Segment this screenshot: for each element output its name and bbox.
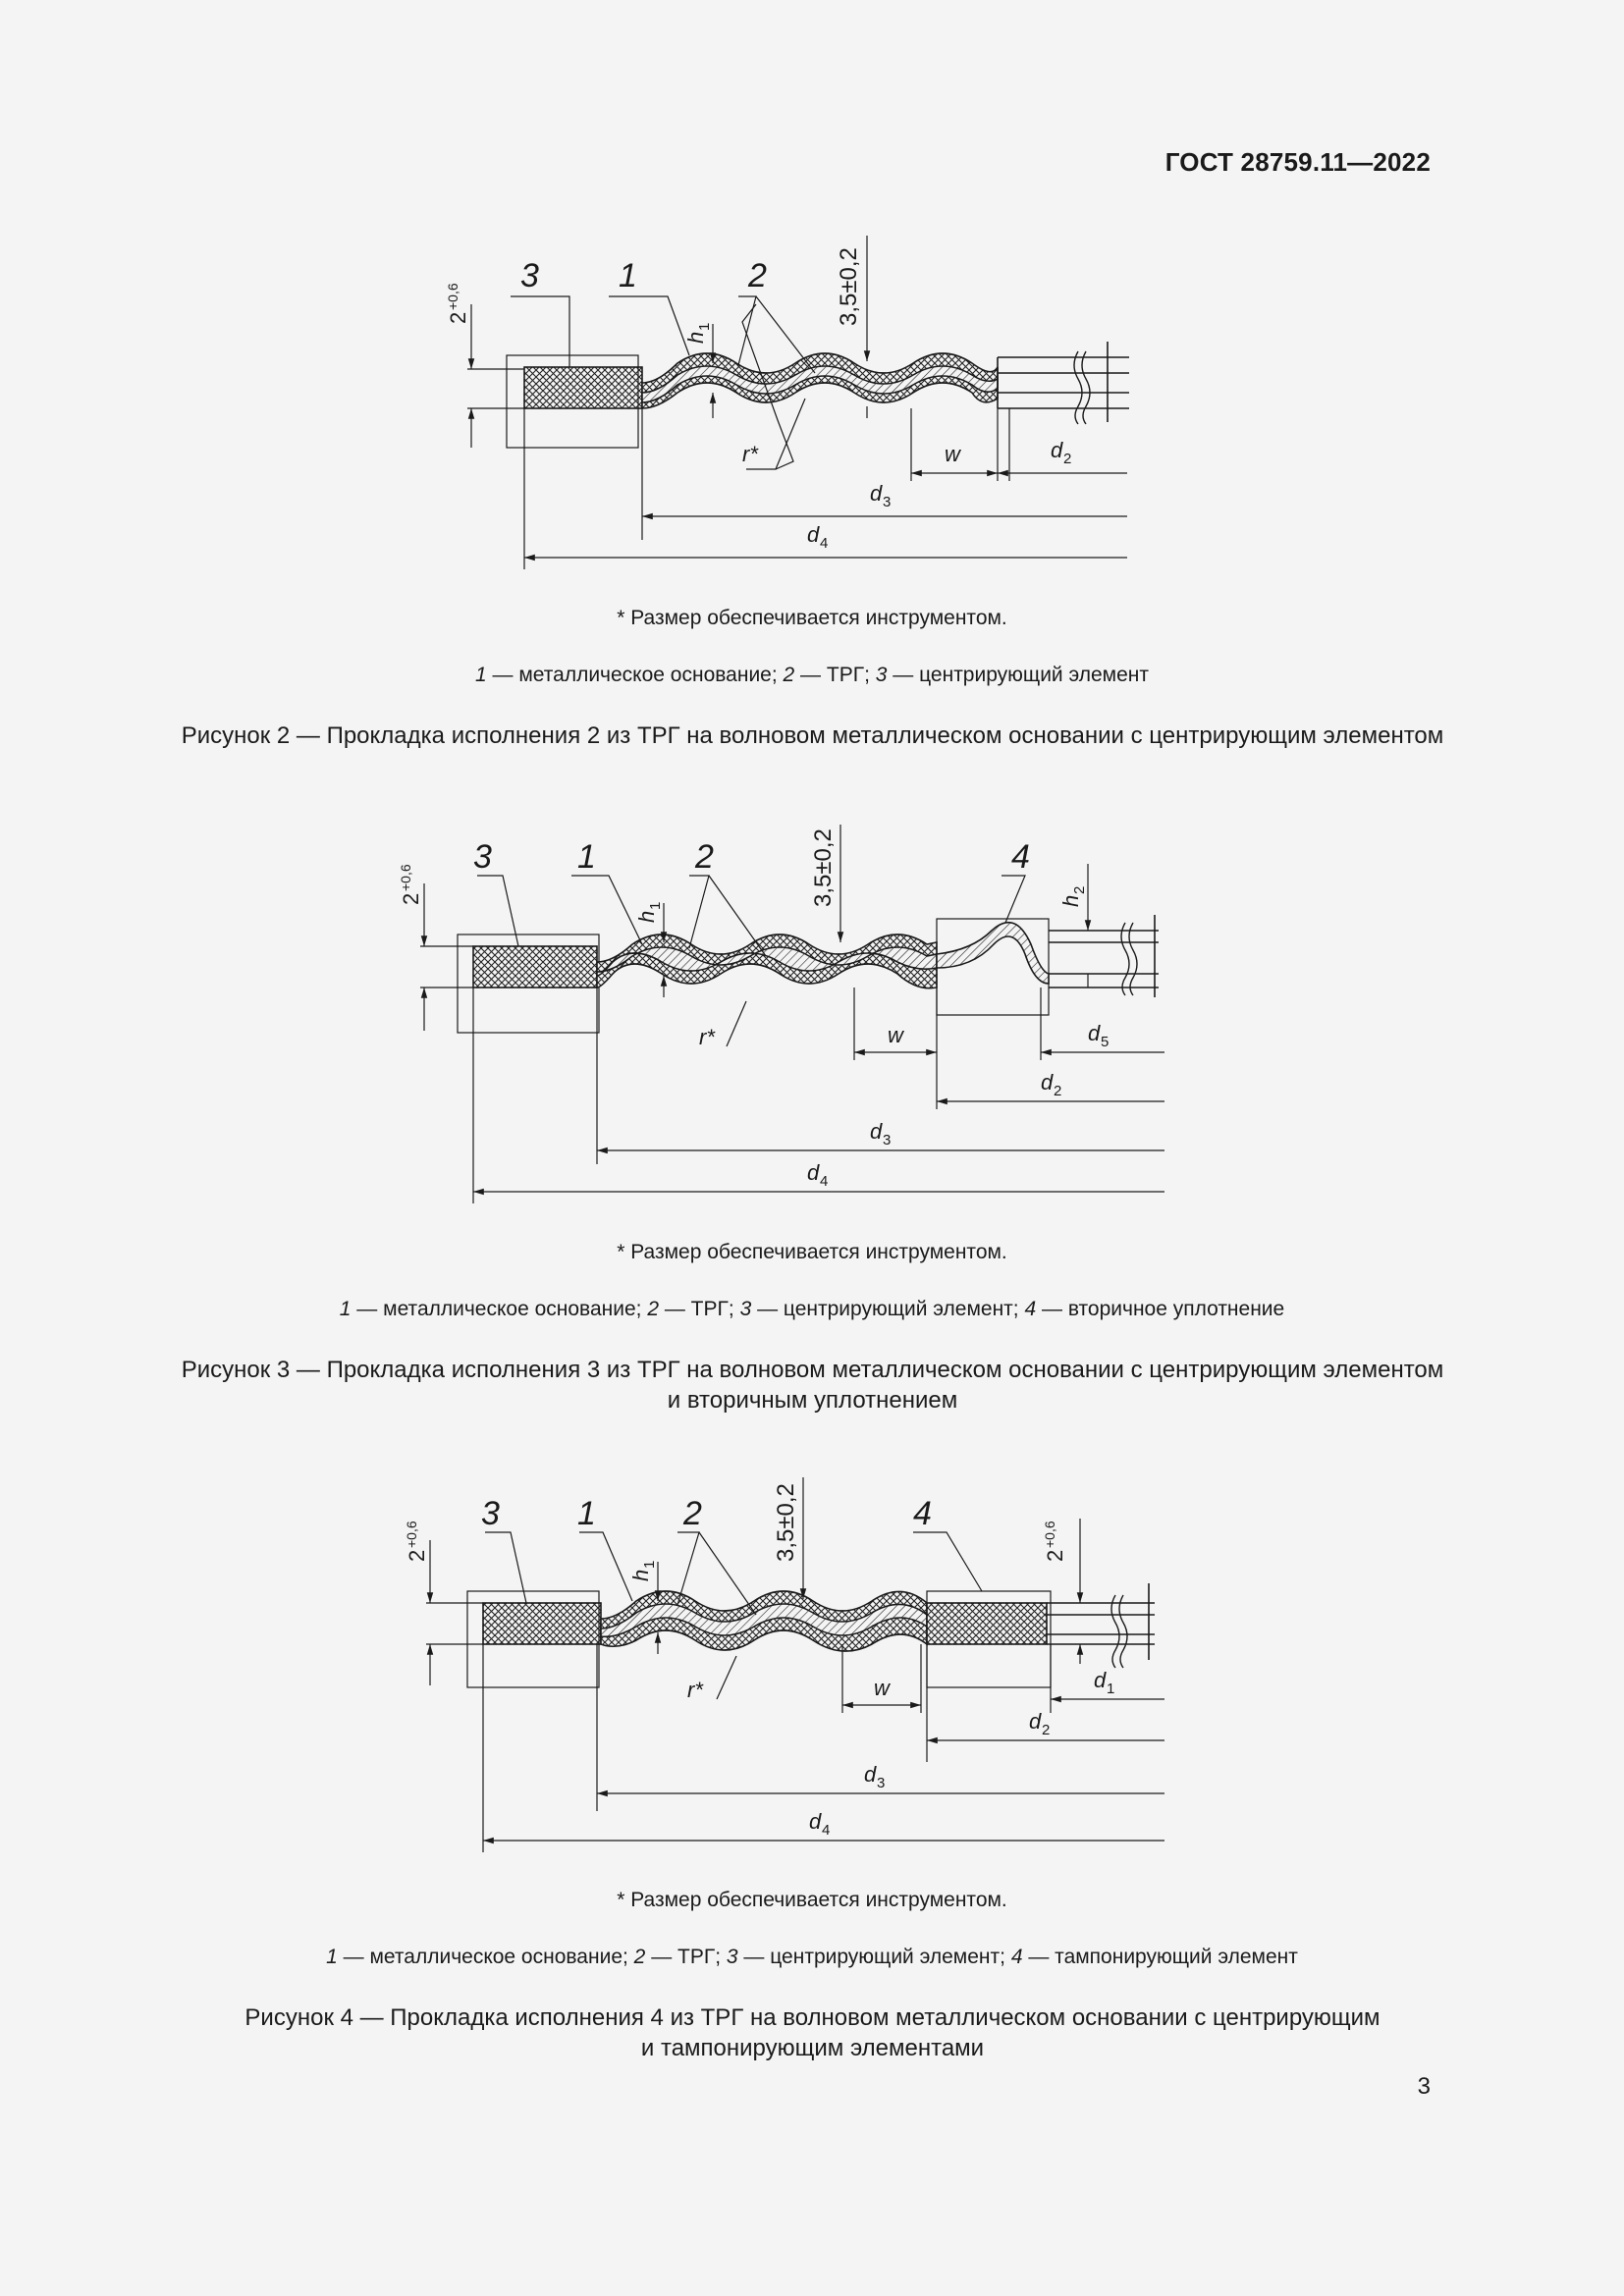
position-2-label: 2 — [748, 257, 767, 294]
height-dim-value-right: 2 — [1043, 1549, 1067, 1562]
wave-graphite — [597, 934, 937, 988]
w-label: w — [888, 1023, 903, 1047]
secondary-seal-wave — [937, 923, 1049, 984]
legend-text: — центрирующий элемент; — [737, 1946, 1011, 1968]
position-1-label: 1 — [577, 838, 596, 876]
legend-num: 1 — [326, 1946, 338, 1968]
figure-4-legend — [0, 1946, 1624, 1969]
position-1-label: 1 — [577, 1495, 596, 1532]
d3-subscript: 3 — [883, 494, 892, 510]
h1-label: h — [628, 1569, 653, 1581]
figure-2-drawing — [0, 226, 1624, 579]
d2-label: d — [1051, 438, 1063, 462]
legend-text: — ТРГ; — [659, 1298, 740, 1320]
d3-label: d — [870, 1119, 883, 1144]
h1-subscript: 1 — [641, 1560, 658, 1569]
legend-text: — центрирующий элемент — [887, 664, 1150, 686]
legend-num: 2 — [633, 1946, 646, 1968]
d2-label: d — [1029, 1709, 1042, 1734]
height-dim-value: 2 — [405, 1549, 429, 1562]
r-label: r* — [742, 442, 758, 466]
centering-element — [473, 946, 597, 988]
d4-subscript: 4 — [820, 1173, 829, 1190]
legend-num: 1 — [339, 1298, 352, 1320]
d2-subscript: 2 — [1042, 1722, 1051, 1738]
legend-text: — металлическое основание; — [486, 664, 784, 686]
centering-element — [524, 367, 642, 408]
legend-num: 4 — [1024, 1298, 1037, 1320]
figure-3-note: * Размер обеспечивается инструментом. — [617, 1241, 1007, 1263]
legend-text: — вторичное уплотнение — [1036, 1298, 1285, 1320]
figure-2-note: * Размер обеспечивается инструментом. — [617, 607, 1007, 629]
caption-line: Рисунок 3 — Прокладка исполнения 3 из ТРГ на волновом металлическом основании с центрирующим элементом — [181, 1357, 1444, 1383]
d3-subscript: 3 — [877, 1775, 886, 1791]
height-dim-tolerance: +0,6 — [404, 1521, 419, 1548]
d4-subscript: 4 — [820, 535, 829, 552]
height-dim-value: 2 — [399, 892, 423, 905]
position-3-label: 3 — [520, 257, 539, 294]
legend-text: — ТРГ; — [645, 1946, 727, 1968]
height-dim-value: 2 — [446, 311, 470, 324]
legend-num: 4 — [1010, 1946, 1023, 1968]
thickness-dim: 3,5±0,2 — [810, 828, 837, 907]
d2-subscript: 2 — [1063, 451, 1072, 467]
h1-subscript: 1 — [647, 901, 664, 910]
d5-label: d — [1088, 1021, 1101, 1045]
figure-3-drawing — [0, 825, 1624, 1217]
figure-4-drawing — [0, 1477, 1624, 1870]
legend-text: — тампонирующий элемент — [1022, 1946, 1298, 1968]
position-1-label: 1 — [619, 257, 637, 294]
position-2-label: 2 — [683, 1495, 702, 1532]
legend-text: — металлическое основание; — [351, 1298, 648, 1320]
figure-3-caption — [108, 1355, 1517, 1415]
h1-label: h — [683, 331, 708, 344]
d4-label: d — [809, 1809, 822, 1834]
legend-text: — центрирующий элемент; — [751, 1298, 1025, 1320]
position-2-label: 2 — [695, 838, 714, 876]
caption-line: и вторичным уплотнением — [667, 1387, 958, 1414]
position-3-label: 3 — [481, 1495, 500, 1532]
r-label: r* — [687, 1678, 703, 1702]
d3-subscript: 3 — [883, 1132, 892, 1148]
d3-label: d — [864, 1762, 877, 1787]
d1-label: d — [1094, 1668, 1107, 1692]
w-label: w — [945, 442, 960, 466]
d4-subscript: 4 — [822, 1822, 831, 1839]
position-4-label: 4 — [913, 1495, 932, 1532]
page-number: 3 — [1417, 2073, 1431, 2100]
height-dim-tolerance-right: +0,6 — [1042, 1521, 1057, 1548]
thickness-dim: 3,5±0,2 — [836, 247, 862, 326]
legend-num: 3 — [726, 1946, 738, 1968]
legend-num: 3 — [875, 664, 888, 686]
w-label: w — [874, 1676, 890, 1700]
figure-4-svg — [0, 1477, 1624, 1870]
d2-label: d — [1041, 1070, 1054, 1095]
document-code: ГОСТ 28759.11—2022 — [1164, 147, 1431, 177]
d5-subscript: 5 — [1101, 1034, 1110, 1050]
h1-label: h — [634, 910, 659, 923]
figure-2-legend — [0, 664, 1624, 687]
legend-text: — ТРГ; — [794, 664, 876, 686]
legend-num: 2 — [783, 664, 795, 686]
height-dim-tolerance: +0,6 — [398, 864, 413, 891]
caption-line: Рисунок 4 — Прокладка исполнения 4 из ТРГ на волновом металлическом основании с центрирующим — [244, 2004, 1380, 2031]
d3-label: d — [870, 481, 883, 506]
figure-3-svg — [0, 825, 1624, 1217]
legend-num: 1 — [474, 664, 487, 686]
d4-label: d — [807, 522, 820, 547]
h1-subscript: 1 — [696, 322, 713, 331]
figure-4-note: * Размер обеспечивается инструментом. — [617, 1889, 1007, 1911]
tamponing-element — [927, 1603, 1047, 1644]
h2-subscript: 2 — [1071, 885, 1088, 894]
legend-num: 2 — [647, 1298, 660, 1320]
position-4-label: 4 — [1011, 838, 1030, 876]
caption-line: и тампонирующим элементами — [640, 2035, 985, 2061]
h2-label: h — [1058, 894, 1083, 907]
figure-2-caption: Рисунок 2 — Прокладка исполнения 2 из ТРГ на волновом металлическом основании с центрирующим элементом — [181, 722, 1444, 749]
position-3-label: 3 — [473, 838, 492, 876]
height-dim-tolerance: +0,6 — [445, 283, 460, 310]
d1-subscript: 1 — [1107, 1681, 1115, 1697]
legend-num: 3 — [739, 1298, 752, 1320]
figure-2-svg — [0, 226, 1624, 579]
figure-3-legend — [0, 1298, 1624, 1321]
legend-text: — металлическое основание; — [337, 1946, 634, 1968]
wave-graphite-top — [642, 353, 998, 408]
d2-subscript: 2 — [1054, 1083, 1062, 1099]
figure-4-caption — [108, 2002, 1517, 2063]
thickness-dim: 3,5±0,2 — [773, 1483, 799, 1562]
d4-label: d — [807, 1160, 820, 1185]
centering-element — [483, 1603, 601, 1644]
r-label: r* — [699, 1025, 715, 1049]
